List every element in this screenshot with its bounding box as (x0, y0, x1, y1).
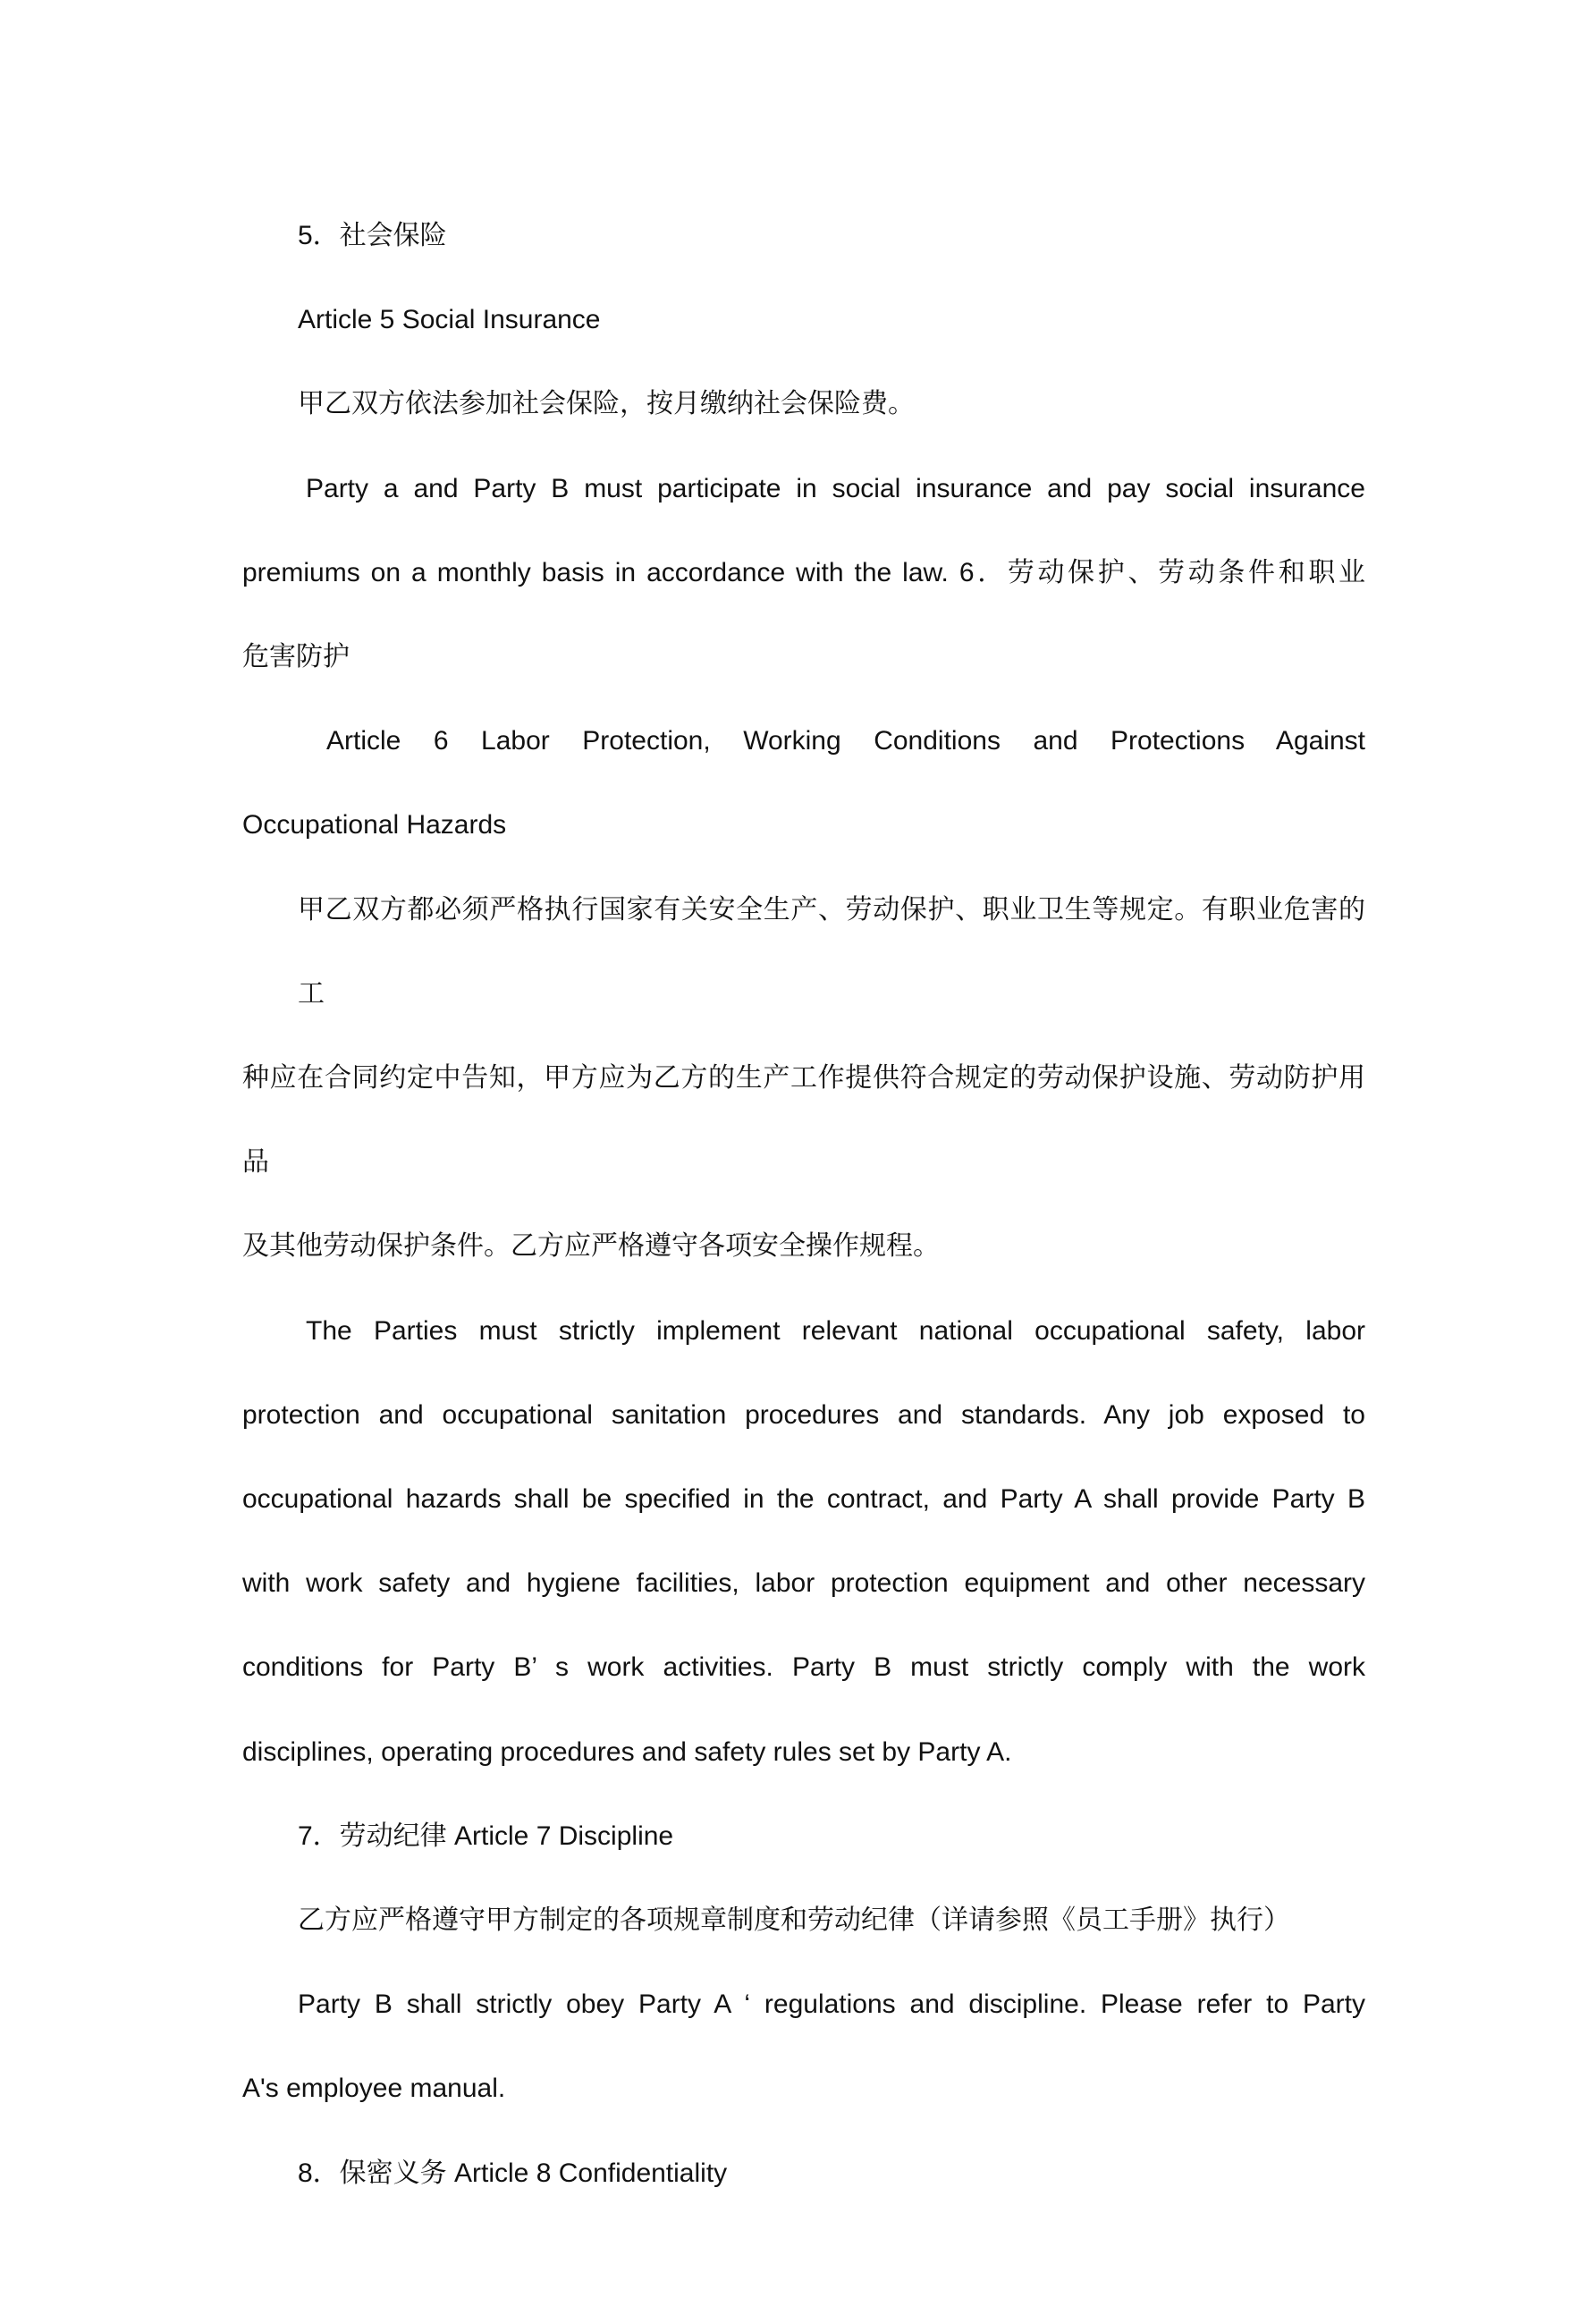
paragraph-line: 乙方应严格遵守甲方制定的各项规章制度和劳动纪律（详请参照《员工手册》执行） (298, 1905, 1290, 1936)
paragraph-line: 种应在合同约定中告知，甲方应为乙方的生产工作提供符合规定的劳动保护设施、劳动防护用品 (242, 1063, 1365, 1178)
paragraph-line: disciplines, operating procedures and safety rules set by Party A. (242, 1736, 1012, 1767)
paragraph-line: premiums on a monthly basis in accordance with the law. 6．劳动保护、劳动条件和职业 (242, 557, 1365, 587)
paragraph-line: occupational hazards shall be specified in the contract, and Party A shall provide Party B (242, 1484, 1365, 1515)
paragraph-line: 甲乙双方依法参加社会保险，按月缴纳社会保险费。 (298, 389, 915, 419)
paragraph-line: conditions for Party B’ s work activities. Party B must strictly comply with the work (242, 1652, 1365, 1683)
paragraph-line: 及其他劳动保护条件。乙方应严格遵守各项安全操作规程。 (242, 1231, 940, 1262)
section-heading-6-en: Article 6 Labor Protection, Working Conditions and Protections Against (326, 726, 1365, 756)
paragraph-line: Party a and Party B must participate in social insurance and pay social insurance (306, 473, 1365, 503)
section-heading-5-en: Article 5 Social Insurance (298, 305, 601, 335)
paragraph-line: A's employee manual. (242, 2074, 506, 2104)
paragraph-line: with work safety and hygiene facilities, labor protection equipment and other necessary (242, 1568, 1365, 1599)
document-page (242, 0, 1365, 2323)
section-heading-6-en-cont: Occupational Hazards (242, 810, 507, 841)
paragraph-line: 甲乙双方都必须严格执行国家有关安全生产、劳动保护、职业卫生等规定。有职业危害的工 (298, 894, 1365, 1009)
paragraph-line: Party B shall strictly obey Party A ‘ regulations and discipline. Please refer to Party (298, 1989, 1365, 2020)
paragraph-line: protection and occupational sanitation procedures and standards. Any job exposed to (242, 1399, 1365, 1430)
section-heading-8: 8．保密义务 Article 8 Confidentiality (298, 2158, 728, 2188)
paragraph-line: The Parties must strictly implement relevant national occupational safety, labor (306, 1315, 1365, 1346)
section-heading-7: 7．劳动纪律 Article 7 Discipline (298, 1820, 674, 1851)
section-heading-5-zh: 5．社会保险 (298, 221, 447, 250)
paragraph-line: 危害防护 (242, 642, 350, 672)
